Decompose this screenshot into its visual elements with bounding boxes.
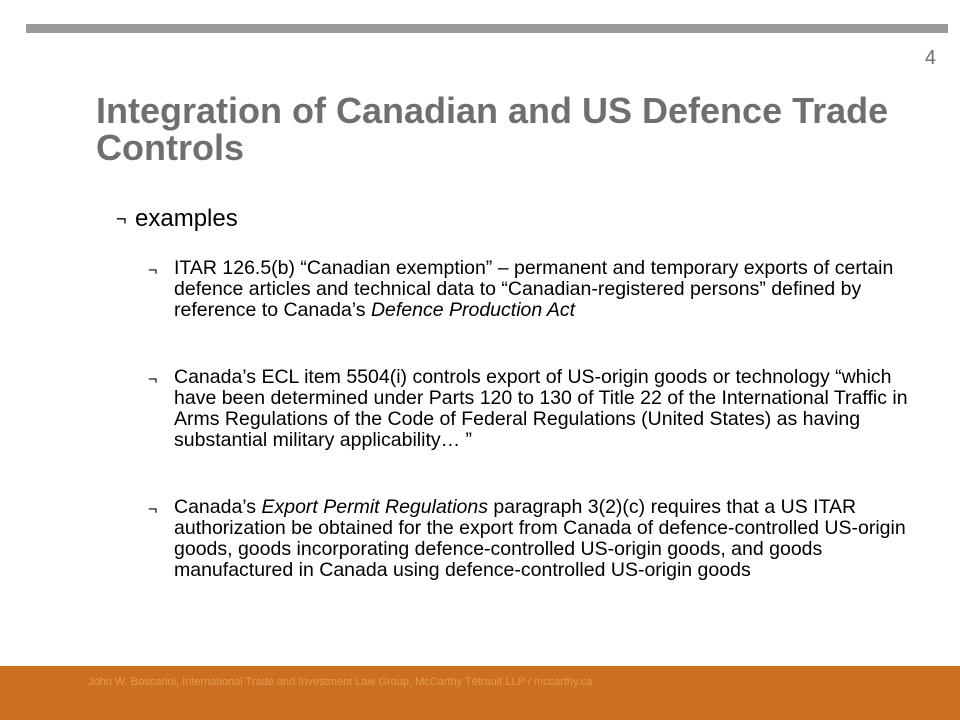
slide-title: Integration of Canadian and US Defence Trade Controls [96, 90, 889, 168]
sub-bullet-text: Canada’s Export Permit Regulations paragraph 3(2)(c) requires that a US ITAR authorization be obtained for the export from Canada of defence-controlled US-origin goods, goods incorporating defence-controlled US-origin goods, and goods manufactured in Canada using defence-controlled US-origin goods [174, 496, 906, 581]
sub-bullet-export-permit [148, 497, 918, 581]
slide-number: 4 [924, 47, 936, 69]
bullet-mark: ¬ [148, 262, 158, 279]
footer-text: John W. Boscariol, International Trade and Investment Law Group, McCarthy Tétrault LLP / mccarthy.ca [88, 676, 593, 688]
footer-bar [0, 666, 960, 720]
sub-bullet-text: Canada’s ECL item 5504(i) controls export of US-origin goods or technology “which have been determined under Parts 120 to 130 of Title 22 of the International Traffic in Arms Regulations of the Code of Federal Regulations (United States) as having substantial military applicability… ” [174, 366, 908, 451]
top-rule [26, 24, 948, 33]
sub-bullet-ecl-item [148, 367, 918, 451]
sub-bullet-text: ITAR 126.5(b) “Canadian exemption” – permanent and temporary exports of certain defence articles and technical data to “Canadian-registered persons” defined by reference to Canada’s Defence Production Act [174, 257, 894, 321]
bullet-text: examples [135, 205, 238, 232]
bullet-mark: ¬ [148, 501, 158, 518]
bullet-examples [116, 205, 238, 233]
bullet-mark: ¬ [116, 209, 127, 229]
bullet-mark: ¬ [148, 371, 158, 388]
sub-bullet-itar-exemption [148, 258, 918, 321]
